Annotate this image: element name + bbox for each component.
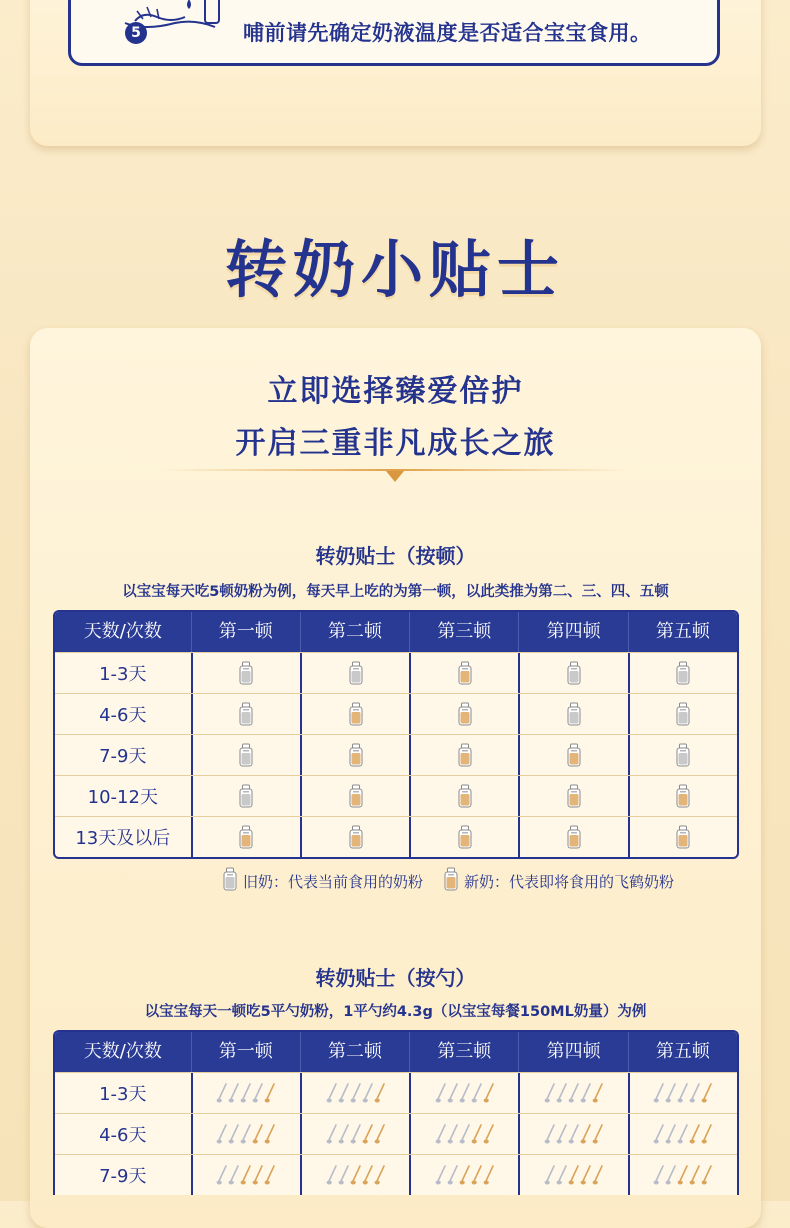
new-milk-bottle-icon <box>566 743 582 767</box>
scoop-cell <box>628 1073 737 1113</box>
feeding-cell <box>191 817 300 857</box>
table-row <box>55 816 737 857</box>
new-milk-bottle-icon <box>675 784 691 808</box>
new-scoop-icon <box>483 1123 495 1145</box>
old-scoop-icon <box>338 1082 350 1104</box>
day-range-label: 13天及以后 <box>75 828 171 849</box>
scoop-cell <box>518 1114 627 1154</box>
old-milk-bottle-icon <box>566 661 582 685</box>
scoop-cell <box>518 1155 627 1195</box>
feeding-cell <box>300 776 409 816</box>
old-scoop-icon <box>326 1123 338 1145</box>
header-cell: 第三顿 <box>409 612 518 652</box>
new-milk-bottle-icon <box>457 661 473 685</box>
scoop-cell <box>300 1155 409 1195</box>
header-cell: 第三顿 <box>409 1032 518 1072</box>
day-range-label: 7-9天 <box>99 746 147 767</box>
new-scoop-icon <box>252 1123 264 1145</box>
new-milk-bottle-icon <box>457 743 473 767</box>
old-milk-bottle-icon <box>238 784 254 808</box>
new-milk-bottle-icon <box>348 702 364 726</box>
new-scoop-icon <box>701 1082 713 1104</box>
bottle-schedule-table <box>53 610 739 859</box>
feeding-cell <box>518 653 627 693</box>
header-cell: 第五顿 <box>628 612 737 652</box>
new-scoop-icon <box>374 1164 386 1186</box>
table-row <box>55 1154 737 1195</box>
feeding-cell <box>518 735 627 775</box>
old-milk-bottle-icon <box>566 702 582 726</box>
new-scoop-icon <box>240 1164 252 1186</box>
step-text: 哺前请先确定奶液温度是否适合宝宝食用。 <box>243 21 652 45</box>
prep-steps-card <box>30 0 761 146</box>
headline-line1: 立即选择臻爱倍护 <box>267 374 524 409</box>
old-scoop-icon <box>653 1082 665 1104</box>
feeding-cell <box>628 817 737 857</box>
old-scoop-icon <box>435 1164 447 1186</box>
new-milk-bottle-icon <box>348 825 364 849</box>
old-milk-bottle-icon <box>675 702 691 726</box>
headline-line2: 开启三重非凡成长之旅 <box>235 426 556 461</box>
new-milk-bottle-icon <box>238 825 254 849</box>
old-scoop-icon <box>228 1082 240 1104</box>
feeding-cell <box>300 817 409 857</box>
header-cell: 第四顿 <box>518 612 627 652</box>
old-milk-bottle-icon <box>238 661 254 685</box>
new-scoop-icon <box>471 1123 483 1145</box>
old-scoop-icon <box>568 1123 580 1145</box>
legend-new-bottle <box>443 867 464 895</box>
new-milk-bottle-icon <box>566 825 582 849</box>
new-scoop-icon <box>471 1164 483 1186</box>
day-range-label: 4-6天 <box>99 1125 147 1146</box>
feeding-cell <box>409 694 518 734</box>
new-scoop-icon <box>592 1164 604 1186</box>
table-header <box>55 612 737 652</box>
old-scoop-icon <box>665 1082 677 1104</box>
feeding-cell <box>409 817 518 857</box>
header-cell: 天数/次数 <box>83 621 162 642</box>
old-scoop-icon <box>556 1123 568 1145</box>
gold-divider <box>160 466 630 486</box>
new-scoop-icon <box>483 1082 495 1104</box>
tip-bottle-desc: 以宝宝每天吃5顿奶粉为例，每天早上吃的为第一顿，以此类推为第二、三、四、五顿 <box>122 584 669 600</box>
old-milk-bottle-icon <box>675 661 691 685</box>
new-scoop-icon <box>701 1123 713 1145</box>
new-scoop-icon <box>483 1164 495 1186</box>
table-row <box>55 1113 737 1154</box>
old-scoop-icon <box>338 1123 350 1145</box>
feeding-cell <box>191 653 300 693</box>
tip-scoop-title: 转奶贴士（按勺） <box>315 966 476 990</box>
feeding-cell <box>628 653 737 693</box>
step-number-badge: 5 <box>125 22 147 44</box>
old-scoop-icon <box>556 1082 568 1104</box>
new-milk-bottle-icon <box>457 784 473 808</box>
feeding-cell <box>409 735 518 775</box>
new-scoop-icon <box>350 1164 362 1186</box>
feeding-cell <box>191 735 300 775</box>
new-scoop-icon <box>374 1123 386 1145</box>
old-milk-bottle-icon <box>222 867 238 891</box>
day-range-label: 1-3天 <box>99 1084 147 1105</box>
new-scoop-icon <box>689 1164 701 1186</box>
new-milk-bottle-icon <box>348 784 364 808</box>
old-scoop-icon <box>544 1164 556 1186</box>
old-scoop-icon <box>580 1082 592 1104</box>
old-scoop-icon <box>653 1164 665 1186</box>
new-milk-bottle-icon <box>566 784 582 808</box>
step-5-box <box>68 0 720 66</box>
day-range-label: 4-6天 <box>99 705 147 726</box>
old-scoop-icon <box>240 1082 252 1104</box>
new-scoop-icon <box>701 1164 713 1186</box>
scoop-cell <box>409 1073 518 1113</box>
day-range-label: 10-12天 <box>87 787 158 808</box>
old-milk-bottle-icon <box>238 702 254 726</box>
old-scoop-icon <box>350 1123 362 1145</box>
feeding-cell <box>409 653 518 693</box>
new-scoop-icon <box>374 1082 386 1104</box>
day-range-label: 7-9天 <box>99 1166 147 1187</box>
feeding-cell <box>518 694 627 734</box>
new-scoop-icon <box>264 1123 276 1145</box>
new-scoop-icon <box>362 1123 374 1145</box>
old-scoop-icon <box>665 1123 677 1145</box>
new-milk-bottle-icon <box>348 743 364 767</box>
old-milk-bottle-icon <box>675 743 691 767</box>
old-scoop-icon <box>338 1164 350 1186</box>
new-scoop-icon <box>580 1123 592 1145</box>
new-scoop-icon <box>592 1082 604 1104</box>
scoop-cell <box>191 1114 300 1154</box>
table-row <box>55 693 737 734</box>
table-row <box>55 775 737 816</box>
scoop-cell <box>409 1114 518 1154</box>
old-milk-bottle-icon <box>238 743 254 767</box>
new-scoop-icon <box>459 1164 471 1186</box>
legend-new-text: 新奶：代表即将食用的飞鹤奶粉 <box>464 872 675 891</box>
table-header <box>55 1032 737 1072</box>
feeding-cell <box>300 694 409 734</box>
old-scoop-icon <box>544 1123 556 1145</box>
old-scoop-icon <box>459 1123 471 1145</box>
scoop-cell <box>300 1073 409 1113</box>
old-scoop-icon <box>677 1123 689 1145</box>
old-scoop-icon <box>228 1123 240 1145</box>
feeding-cell <box>518 817 627 857</box>
new-scoop-icon <box>252 1164 264 1186</box>
scoop-cell <box>191 1073 300 1113</box>
old-scoop-icon <box>216 1082 228 1104</box>
new-milk-bottle-icon <box>457 702 473 726</box>
header-cell: 第二顿 <box>300 1032 409 1072</box>
old-scoop-icon <box>216 1164 228 1186</box>
new-scoop-icon <box>362 1164 374 1186</box>
header-cell: 天数/次数 <box>83 1041 162 1062</box>
day-range-label: 1-3天 <box>99 664 147 685</box>
old-scoop-icon <box>240 1123 252 1145</box>
old-milk-bottle-icon <box>348 661 364 685</box>
header-cell: 第二顿 <box>300 612 409 652</box>
scoop-cell <box>628 1155 737 1195</box>
new-scoop-icon <box>689 1123 701 1145</box>
old-scoop-icon <box>362 1082 374 1104</box>
legend-old-text: 旧奶：代表当前食用的奶粉 <box>243 872 424 891</box>
tip-bottle-title: 转奶贴士（按顿） <box>315 544 476 568</box>
table-row <box>55 734 737 775</box>
section-title: 转奶小贴士 <box>224 233 565 306</box>
new-scoop-icon <box>568 1164 580 1186</box>
old-scoop-icon <box>677 1082 689 1104</box>
feeding-cell <box>628 776 737 816</box>
legend-old-bottle <box>222 867 243 895</box>
tips-card <box>30 328 761 1228</box>
new-milk-bottle-icon <box>457 825 473 849</box>
old-scoop-icon <box>350 1082 362 1104</box>
old-scoop-icon <box>447 1123 459 1145</box>
header-cell: 第一顿 <box>191 1032 300 1072</box>
feeding-cell <box>300 735 409 775</box>
scoop-cell <box>409 1155 518 1195</box>
new-scoop-icon <box>592 1123 604 1145</box>
header-cell: 第一顿 <box>191 612 300 652</box>
old-scoop-icon <box>252 1082 264 1104</box>
table-row <box>55 652 737 693</box>
old-scoop-icon <box>653 1123 665 1145</box>
scoop-schedule-table <box>53 1030 739 1195</box>
old-scoop-icon <box>447 1082 459 1104</box>
header-cell: 第五顿 <box>628 1032 737 1072</box>
legend <box>222 868 674 894</box>
new-milk-bottle-icon <box>675 825 691 849</box>
feeding-cell <box>628 694 737 734</box>
old-scoop-icon <box>447 1164 459 1186</box>
old-scoop-icon <box>459 1082 471 1104</box>
new-milk-bottle-icon <box>443 867 459 891</box>
scoop-cell <box>518 1073 627 1113</box>
old-scoop-icon <box>665 1164 677 1186</box>
old-scoop-icon <box>544 1082 556 1104</box>
old-scoop-icon <box>216 1123 228 1145</box>
new-scoop-icon <box>677 1164 689 1186</box>
scoop-cell <box>191 1155 300 1195</box>
header-cell: 第四顿 <box>518 1032 627 1072</box>
old-scoop-icon <box>435 1082 447 1104</box>
old-scoop-icon <box>228 1164 240 1186</box>
scoop-cell <box>628 1114 737 1154</box>
old-scoop-icon <box>568 1082 580 1104</box>
feeding-cell <box>191 776 300 816</box>
new-scoop-icon <box>264 1082 276 1104</box>
new-scoop-icon <box>580 1164 592 1186</box>
feeding-cell <box>300 653 409 693</box>
table-row <box>55 1072 737 1113</box>
feeding-cell <box>518 776 627 816</box>
feeding-cell <box>628 735 737 775</box>
hand-drip-icon <box>85 0 225 37</box>
old-scoop-icon <box>326 1082 338 1104</box>
old-scoop-icon <box>471 1082 483 1104</box>
old-scoop-icon <box>435 1123 447 1145</box>
scoop-cell <box>300 1114 409 1154</box>
new-scoop-icon <box>264 1164 276 1186</box>
feeding-cell <box>409 776 518 816</box>
old-scoop-icon <box>556 1164 568 1186</box>
tip-scoop-desc: 以宝宝每天一顿吃5平勺奶粉，1平勺约4.3g（以宝宝每餐150ML奶量）为例 <box>144 1004 647 1020</box>
old-scoop-icon <box>326 1164 338 1186</box>
feeding-cell <box>191 694 300 734</box>
old-scoop-icon <box>689 1082 701 1104</box>
